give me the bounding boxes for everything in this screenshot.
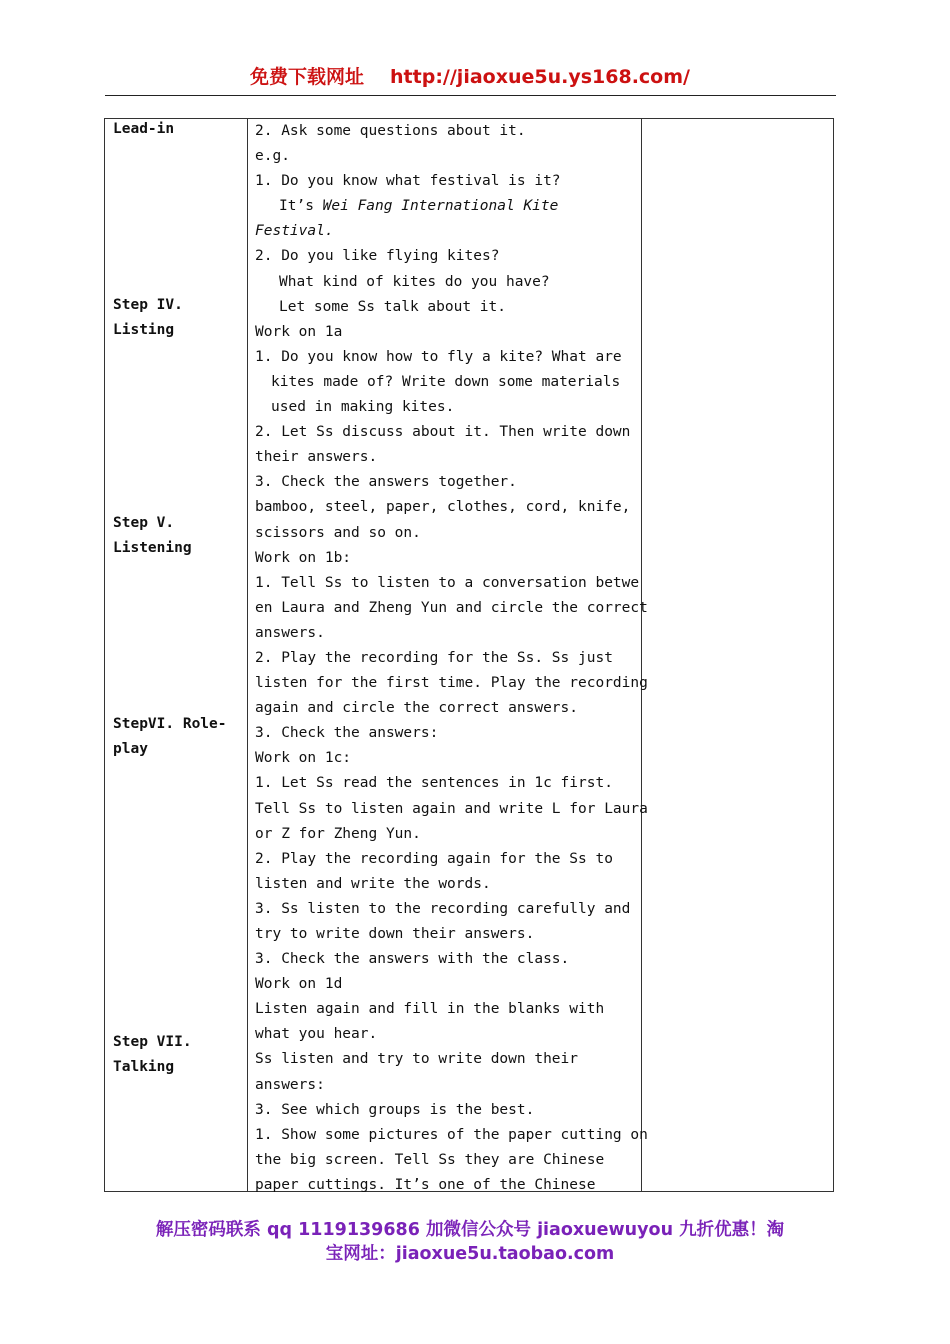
text-line: 1. Tell Ss to listen to a conversation betwe bbox=[255, 574, 640, 591]
text-line: 2. Do you like flying kites? bbox=[255, 248, 500, 265]
text-line: their answers. bbox=[255, 449, 378, 466]
text-line: Work on 1d bbox=[255, 976, 343, 993]
text-line: Work on 1a bbox=[255, 323, 343, 340]
page-header bbox=[105, 62, 835, 89]
text-line: or Z for Zheng Yun. bbox=[255, 825, 421, 842]
lesson-plan-table bbox=[104, 118, 834, 1192]
text-line: Let some Ss talk about it. bbox=[279, 298, 506, 315]
step-talking: Step VII. Talking bbox=[113, 1034, 192, 1075]
text-line: Listen again and fill in the blanks with bbox=[255, 1001, 605, 1018]
text-line: answers. bbox=[255, 624, 325, 641]
step-lead-in: Lead-in bbox=[113, 121, 175, 137]
text-line: scissors and so on. bbox=[255, 524, 421, 541]
text-line: 1. Do you know what festival is it? bbox=[255, 173, 561, 190]
step-listening: Step V. Listening bbox=[113, 515, 192, 556]
procedure-column bbox=[255, 119, 648, 1198]
text-line: again and circle the correct answers. bbox=[255, 700, 579, 717]
header-url-link[interactable]: http://jiaoxue5u.ys168.com/ bbox=[390, 66, 690, 88]
header-divider bbox=[105, 95, 836, 96]
text-line: used in making kites. bbox=[271, 399, 455, 416]
text-line: Festival. bbox=[255, 223, 334, 240]
text-line: Work on 1c: bbox=[255, 750, 352, 767]
text-line: 3. Ss listen to the recording carefully and bbox=[255, 900, 631, 917]
text-line: 2. Play the recording again for the Ss to bbox=[255, 850, 613, 867]
text-line: bamboo, steel, paper, clothes, cord, knife, bbox=[255, 499, 631, 516]
text-line: listen and write the words. bbox=[255, 875, 491, 892]
header-label: 免费下载网址 bbox=[250, 66, 365, 88]
text-line: 2. Ask some questions about it. bbox=[255, 123, 526, 139]
page-footer bbox=[105, 1218, 835, 1266]
text-line: listen for the first time. Play the recording bbox=[255, 675, 648, 692]
text-line: what you hear. bbox=[255, 1026, 378, 1043]
text-line bbox=[255, 194, 643, 219]
text-line: 3. Check the answers with the class. bbox=[255, 951, 570, 968]
text-line: kites made of? Write down some materials bbox=[271, 373, 621, 390]
text-line: Ss listen and try to write down their bbox=[255, 1051, 579, 1068]
text-line: 2. Let Ss discuss about it. Then write down bbox=[255, 424, 631, 441]
text-fragment: It’s bbox=[279, 198, 323, 215]
text-line: 1. Show some pictures of the paper cutting on bbox=[255, 1126, 648, 1143]
text-line: paper cuttings. It’s one of the Chinese bbox=[255, 1176, 596, 1193]
text-line: e.g. bbox=[255, 148, 290, 165]
step-role-play: StepVI. Role- play bbox=[113, 716, 227, 757]
column-divider-1 bbox=[247, 119, 248, 1191]
text-line: 3. See which groups is the best. bbox=[255, 1101, 535, 1118]
text-line: Tell Ss to listen again and write L for Laura bbox=[255, 800, 648, 817]
text-line: 2. Play the recording for the Ss. Ss just bbox=[255, 649, 613, 666]
text-line: Work on 1b: bbox=[255, 549, 352, 566]
footer-contact-line: 解压密码联系 qq 1119139686 加微信公众号 jiaoxuewuyou 九折优惠！淘 bbox=[155, 1220, 785, 1240]
text-line: 1. Let Ss read the sentences in 1c first. bbox=[255, 775, 613, 792]
step-listing: Step IV. Listing bbox=[113, 297, 183, 338]
festival-name: Wei Fang International Kite bbox=[322, 198, 559, 215]
text-line: answers: bbox=[255, 1076, 325, 1093]
text-line: the big screen. Tell Ss they are Chinese bbox=[255, 1151, 605, 1168]
text-line: 3. Check the answers: bbox=[255, 725, 439, 742]
text-line: en Laura and Zheng Yun and circle the correct bbox=[255, 599, 648, 616]
text-line: 3. Check the answers together. bbox=[255, 474, 517, 491]
footer-shop-link[interactable]: 宝网址：jiaoxue5u.taobao.com bbox=[325, 1244, 615, 1264]
text-line: 1. Do you know how to fly a kite? What are bbox=[255, 348, 622, 365]
text-line: What kind of kites do you have? bbox=[279, 273, 550, 290]
text-line: try to write down their answers. bbox=[255, 926, 535, 942]
